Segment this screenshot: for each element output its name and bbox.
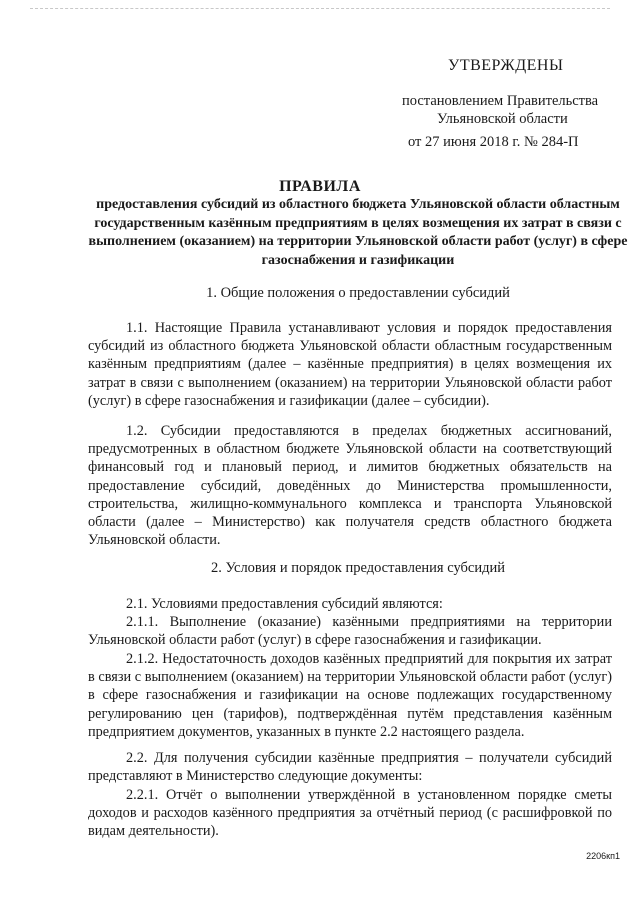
paragraph-2-1-2: 2.1.2. Недостаточность доходов казённых предприятий для покрытия их затрат в связи с выполнением (оказанием) на территории Ульяновской области работ (услуг) в сфере газоснабжения и газификации на основе подлежащих государственному регулированию цен (тарифов), подтверждённая путём представления казённым предприятием документов, указанных в пункте 2.2 настоящего раздела. xyxy=(88,651,612,740)
section-2-heading: 2. Условия и порядок предоставления субсидий xyxy=(210,560,505,576)
scan-edge-line xyxy=(30,8,610,9)
document-subtitle: предоставления субсидий из областного бюджета Ульяновской области областным государственным казённым предприятиям в целях возмещения их затрат в связи с выполнением (оказанием) на территории Ульяновской области работ (услуг) в сфере газоснабжения и газификации xyxy=(88,197,628,268)
paragraph-2-1-1: 2.1.1. Выполнение (оказание) казёнными предприятиями на территории Ульяновской области работ (услуг) в сфере газоснабжения и газификации. xyxy=(88,614,612,649)
paragraph-2-2-1: 2.2.1. Отчёт о выполнении утверждённой в установленном порядке сметы доходов и расходов казённого предприятия за отчётный период (с расшифровкой по видам деятельности). xyxy=(88,787,612,840)
page-code: 2206кп1 xyxy=(586,851,620,861)
paragraph-2-1: 2.1. Условиями предоставления субсидий являются: xyxy=(126,596,443,612)
paragraph-1-1: 1.1. Настоящие Правила устанавливают условия и порядок предоставления субсидий из областного бюджета Ульяновской области областным государственным казённым предприятиям (далее – казённые предприятия) в целях возмещения их затрат в связи с выполнением (оказанием) на территории Ульяновской области работ (услуг) в сфере газоснабжения и газификации (далее – субсидии). xyxy=(88,320,612,409)
document-title: ПРАВИЛА xyxy=(279,178,361,195)
approval-resolution-line: постановлением Правительства xyxy=(402,93,599,109)
section-1-heading: 1. Общие положения о предоставлении субсидий xyxy=(206,285,510,301)
approved-title: УТВЕРЖДЕНЫ xyxy=(448,57,564,74)
paragraph-2-2: 2.2. Для получения субсидии казённые предприятия – получатели субсидий представляют в Министерство следующие документы: xyxy=(88,750,612,785)
approval-date-line: от 27 июня 2018 г. № 284-П xyxy=(408,134,579,150)
paragraph-1-2: 1.2. Субсидии предоставляются в пределах бюджетных ассигнований, предусмотренных в областном бюджете Ульяновской области на соответствующий финансовый год и плановый период, и лимитов бюджетных обязательств на предоставление субсидий, доведённых до Министерства промышленности, строительства, жилищно-коммунального комплекса и транспорта Ульяновской области (далее – Министерство) как получателя средств областного бюджета Ульяновской области. xyxy=(88,423,612,549)
approval-region-line: Ульяновской области xyxy=(437,111,568,127)
